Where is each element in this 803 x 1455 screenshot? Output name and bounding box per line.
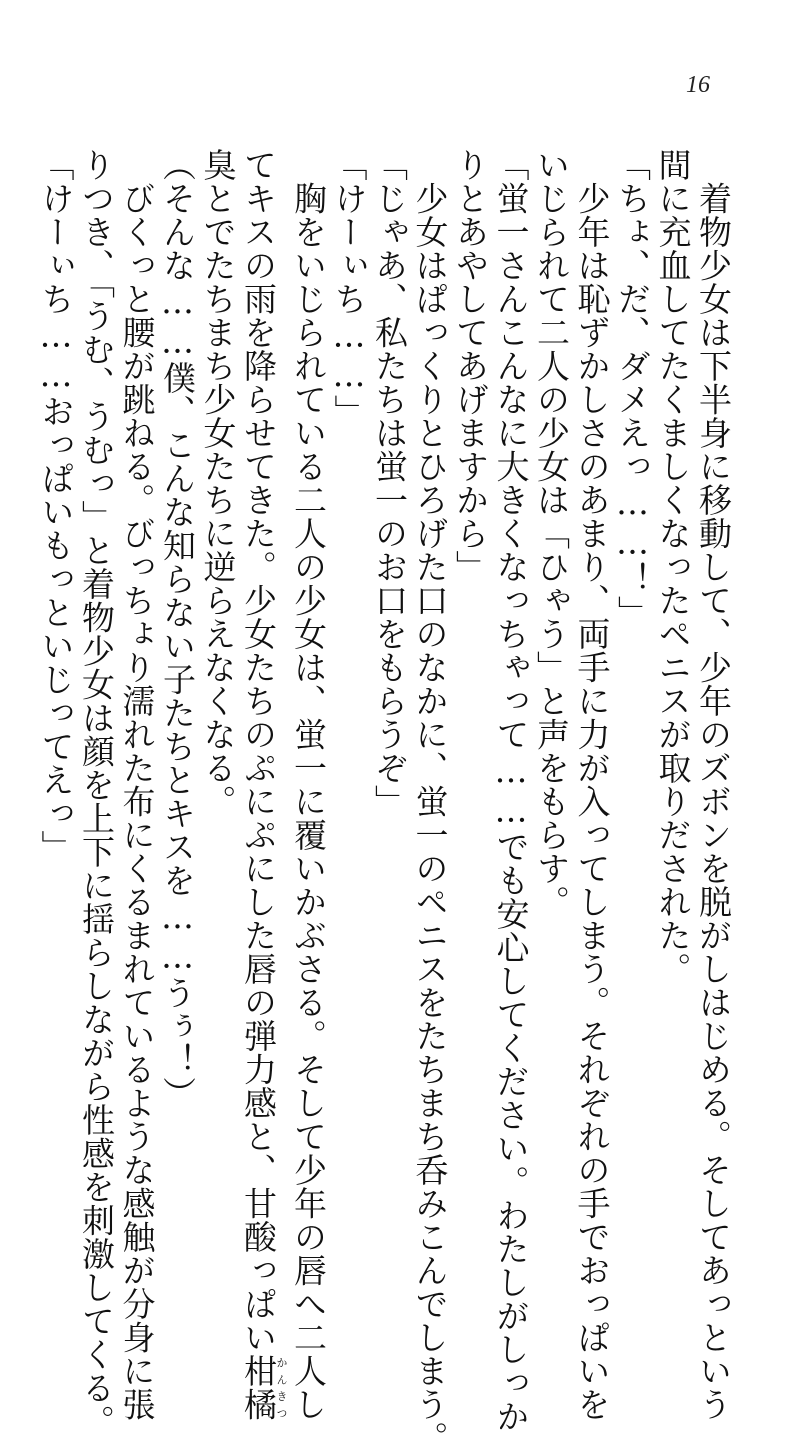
vertical-text-body: [36, 148, 733, 1455]
text-line-8: 少女はぱっくりとひろげた口のなかに、蛍一のペニスをたちまち呑みこんでしまう。: [410, 148, 450, 1455]
ruby-word-reading: かんきつ: [275, 1354, 288, 1421]
page-number: 16: [686, 72, 710, 98]
ruby-word: [239, 1354, 288, 1421]
text-line-17: 「けーぃち……おっぱいもっといじってえっ」: [36, 148, 76, 864]
text-line-1: 着物少女は下半身に移動して、少年のズボンを脱がしはじめる。そしてあっという: [694, 148, 733, 1421]
text-line-2: 間に充血してたくましくなったペニスが取りだされた。: [653, 148, 693, 986]
text-line-7: りとあやしてあげますから」: [451, 148, 490, 584]
ruby-word-base: 柑橘: [239, 1354, 278, 1421]
text-line-12-body: てキスの雨を降らせてきた。少女たちのぷにぷにした唇の弾力感と、甘酸っぱい: [239, 148, 278, 1354]
text-line-9: 「じゃあ、私たちは蛍一のお口をもらうぞ」: [370, 148, 409, 818]
text-line-14: （そんな……僕、こんな知らない子たちとキスを……うぅ！）: [158, 148, 197, 1110]
text-line-13: 臭とでたちまち少女たちに逆らえなくなる。: [198, 148, 238, 818]
text-line-6: 「蛍一さんこんなに大きくなっちゃって……でも安心してください。わたしがしっか: [491, 148, 531, 1433]
text-line-11: 胸をいじられている二人の少女は、蛍一に覆いかぶさる。そして少年の唇へ二人し: [289, 148, 328, 1421]
text-line-12: [238, 148, 288, 1421]
text-line-16: りつき、「うむ、うむっ」と着物少女は顔を上下に揺らしながら性感を刺激してくる。: [77, 148, 116, 1438]
text-line-5: いじられて二人の少女は「ひゃう」と声をもらす。: [532, 148, 571, 919]
text-line-4: 少年は恥ずかしさのあまり、両手に力が入ってしまう。それぞれの手でおっぱいを: [572, 148, 612, 1421]
text-line-3: 「ちょ、だ、ダメえっ……！」: [613, 148, 652, 629]
text-line-15: びくっと腰が跳ねる。びっちょり濡れた布にくるまれているような感触が分身に張: [117, 148, 157, 1421]
text-line-10: 「けーぃち……」: [329, 148, 369, 428]
